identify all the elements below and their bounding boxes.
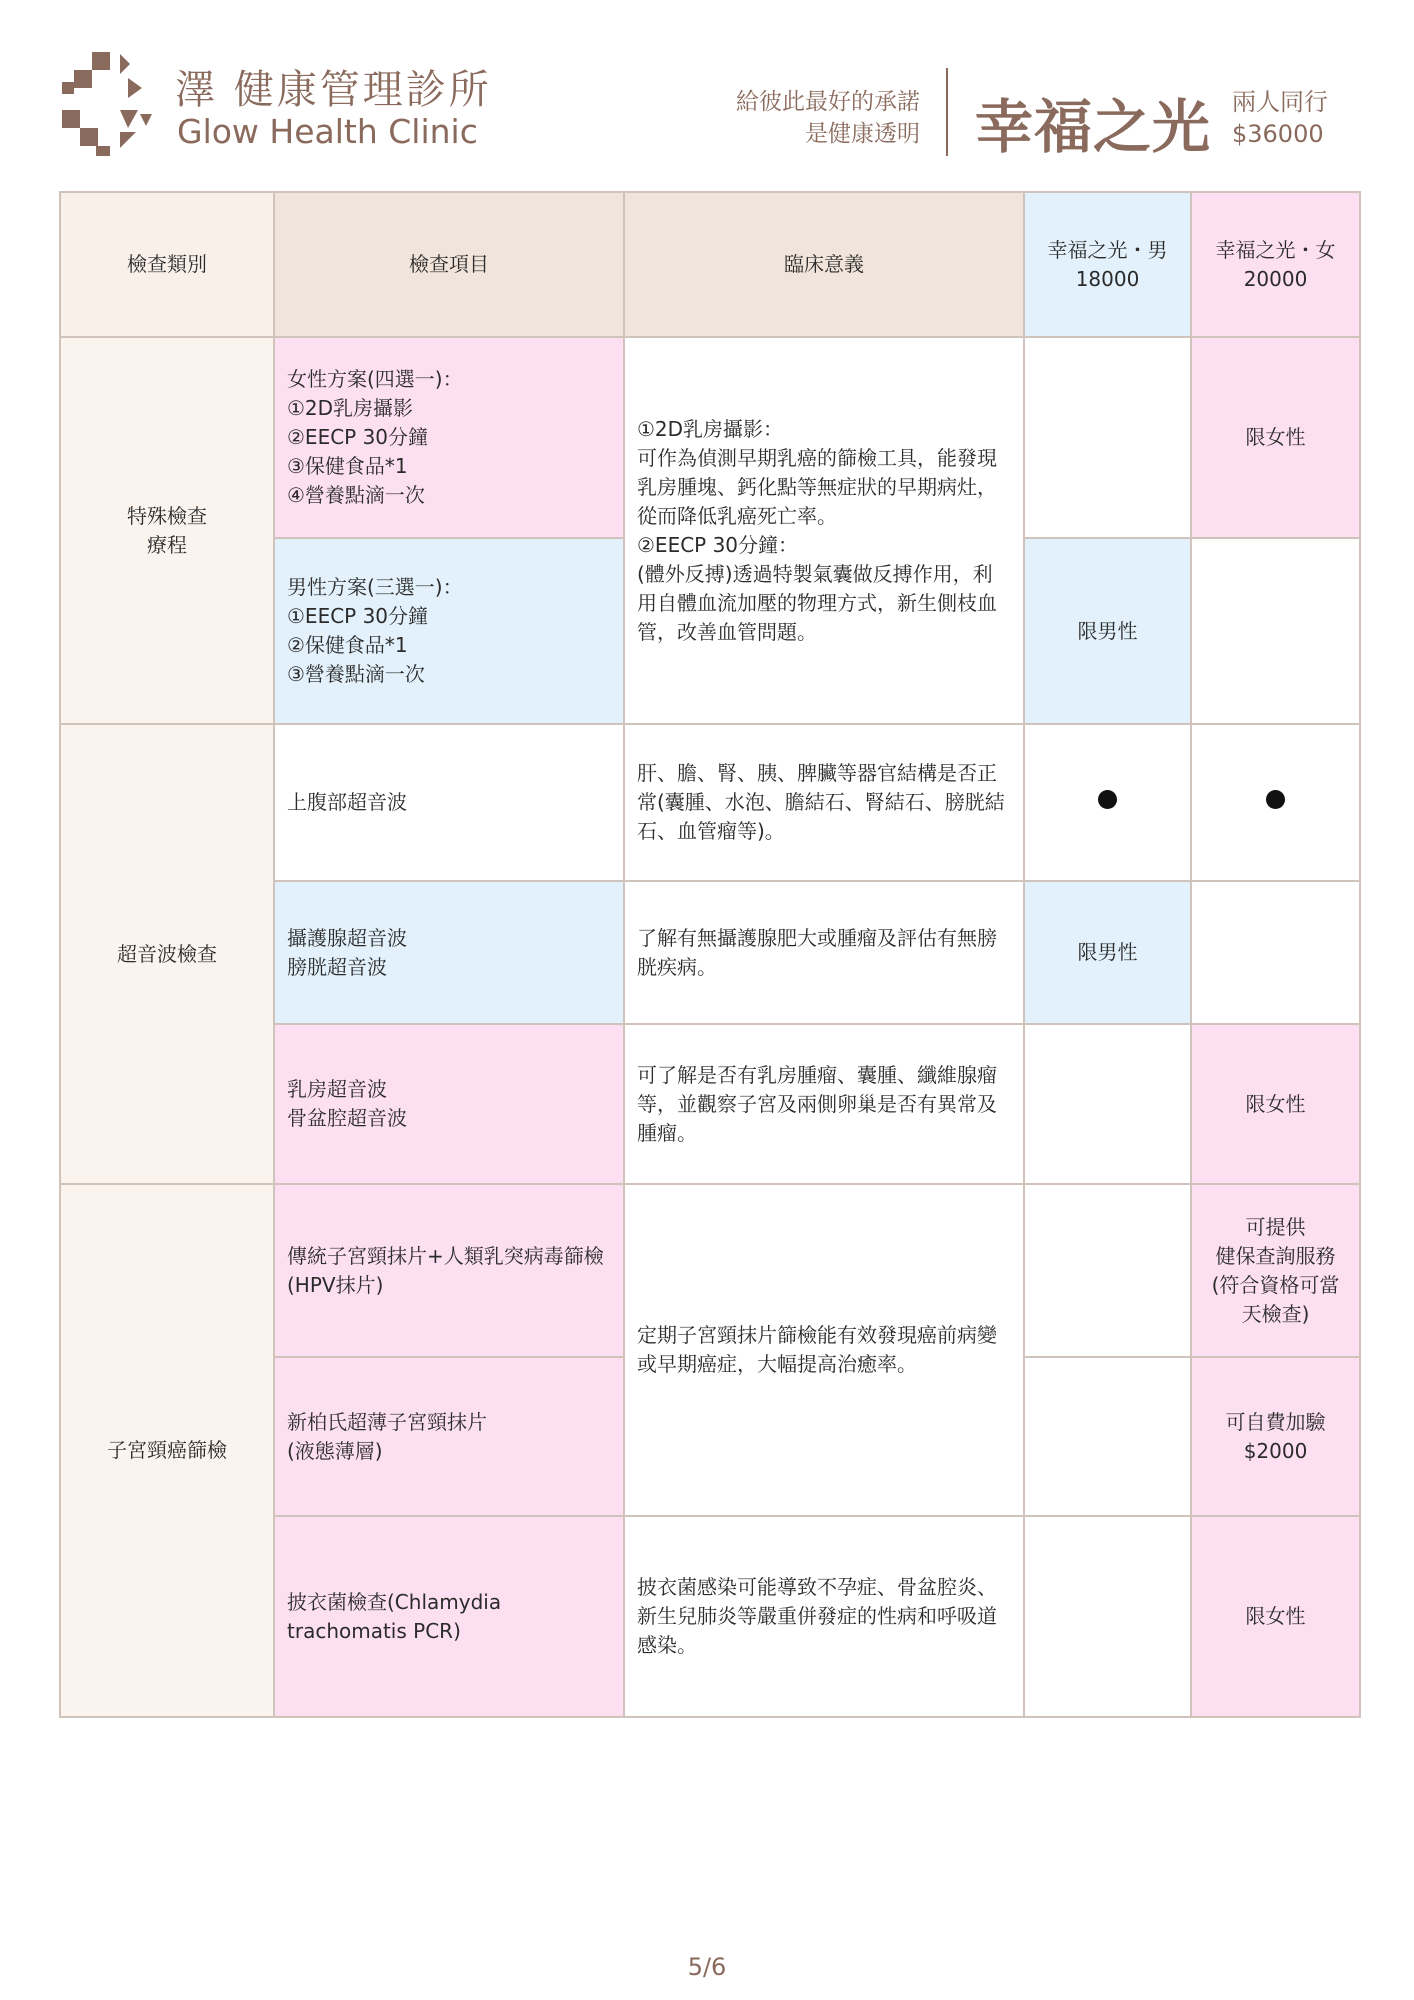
male-included-cell (1024, 724, 1191, 881)
pap-meaning: 定期子宮頸抹片篩檢能有效發現癌前病變或早期癌症，大幅提高治癒率。 (624, 1184, 1024, 1516)
table-row (60, 1184, 1360, 1357)
special-female-row-male-cell (1024, 337, 1191, 538)
special-male-mark: 限男性 (1024, 538, 1191, 724)
header-divider (946, 68, 948, 156)
female-included-cell (1191, 724, 1360, 881)
header-male-plan (1024, 192, 1191, 337)
filled-dot-icon (1266, 790, 1285, 809)
package-meta (1232, 86, 1328, 150)
chlamydia-meaning: 披衣菌感染可能導致不孕症、骨盆腔炎、新生兒肺炎等嚴重併發症的性病和呼吸道感染。 (624, 1516, 1024, 1717)
chlamydia-item: 披衣菌檢查(Chlamydia trachomatis PCR) (274, 1516, 624, 1717)
page-number: 5/6 (687, 1953, 727, 1981)
breast-items: 乳房超音波 骨盆腔超音波 (274, 1024, 624, 1184)
table-header-row (60, 192, 1360, 337)
category-ultrasound: 超音波檢查 (60, 724, 274, 1184)
thinprep-male-cell (1024, 1357, 1191, 1516)
package-price: $36000 (1232, 120, 1324, 148)
slogan-line-2: 是健康透明 (805, 121, 920, 147)
clinic-logo-icon (62, 52, 158, 156)
slogan (736, 86, 920, 150)
special-meaning: ①2D乳房攝影： 可作為偵測早期乳癌的篩檢工具，能發現乳房腫塊、鈣化點等無症狀的早期病灶，從而降低乳癌死亡率。 ②EECP 30分鐘： (體外反搏)透過特製氣囊做反搏作用，利用自體血流加壓的物理方式，新生側枝血管，改善血管問題。 (624, 337, 1024, 724)
pap-hpv-male-cell (1024, 1184, 1191, 1357)
breast-meaning: 可了解是否有乳房腫瘤、囊腫、纖維腺瘤等，並觀察子宮及兩側卵巢是否有異常及腫瘤。 (624, 1024, 1024, 1184)
prostate-meaning: 了解有無攝護腺肥大或腫瘤及評估有無膀胱疾病。 (624, 881, 1024, 1024)
upper-abdomen-item: 上腹部超音波 (274, 724, 624, 881)
special-male-row-female-cell (1191, 538, 1360, 724)
table-row (60, 337, 1360, 538)
category-cervical: 子宮頸癌篩檢 (60, 1184, 274, 1717)
page-header (0, 0, 1414, 190)
pap-hpv-item: 傳統子宮頸抹片+人類乳突病毒篩檢(HPV抹片) (274, 1184, 624, 1357)
prostate-items: 攝護腺超音波 膀胱超音波 (274, 881, 624, 1024)
thinprep-item: 新柏氏超薄子宮頸抹片 (液態薄層) (274, 1357, 624, 1516)
header-meaning: 臨床意義 (624, 192, 1024, 337)
female-plan-name: 幸福之光・女 (1215, 237, 1336, 262)
table-row (60, 724, 1360, 881)
breast-female-mark: 限女性 (1191, 1024, 1360, 1184)
clinic-name-en: Glow Health Clinic (177, 112, 478, 151)
clinic-name-zh: 澤 健康管理診所 (175, 67, 492, 113)
header-item: 檢查項目 (274, 192, 624, 337)
male-plan-price: 18000 (1075, 266, 1140, 291)
exam-table (59, 191, 1361, 1718)
female-plan-options: 女性方案(四選一)： ①2D乳房攝影 ②EECP 30分鐘 ③保健食品*1 ④營養點滴一次 (274, 337, 624, 538)
prostate-male-mark: 限男性 (1024, 881, 1191, 1024)
chlamydia-female-mark: 限女性 (1191, 1516, 1360, 1717)
header-female-plan (1191, 192, 1360, 337)
package-title: 幸福之光 (975, 93, 1212, 161)
package-people: 兩人同行 (1232, 88, 1328, 116)
pap-hpv-female-mark: 可提供 健保查詢服務 (符合資格可當 天檢查) (1191, 1184, 1360, 1357)
male-plan-name: 幸福之光・男 (1047, 237, 1168, 262)
female-plan-price: 20000 (1243, 266, 1308, 291)
prostate-female-cell (1191, 881, 1360, 1024)
chlamydia-male-cell (1024, 1516, 1191, 1717)
special-female-mark: 限女性 (1191, 337, 1360, 538)
upper-abdomen-meaning: 肝、膽、腎、胰、脾臟等器官結構是否正常(囊腫、水泡、膽結石、腎結石、膀胱結石、血管瘤等)。 (624, 724, 1024, 881)
male-plan-options: 男性方案(三選一)： ①EECP 30分鐘 ②保健食品*1 ③營養點滴一次 (274, 538, 624, 724)
header-category: 檢查類別 (60, 192, 274, 337)
breast-male-cell (1024, 1024, 1191, 1184)
category-special: 特殊檢查 療程 (60, 337, 274, 724)
slogan-line-1: 給彼此最好的承諾 (736, 89, 920, 115)
filled-dot-icon (1098, 790, 1117, 809)
thinprep-female-mark: 可自費加驗 $2000 (1191, 1357, 1360, 1516)
